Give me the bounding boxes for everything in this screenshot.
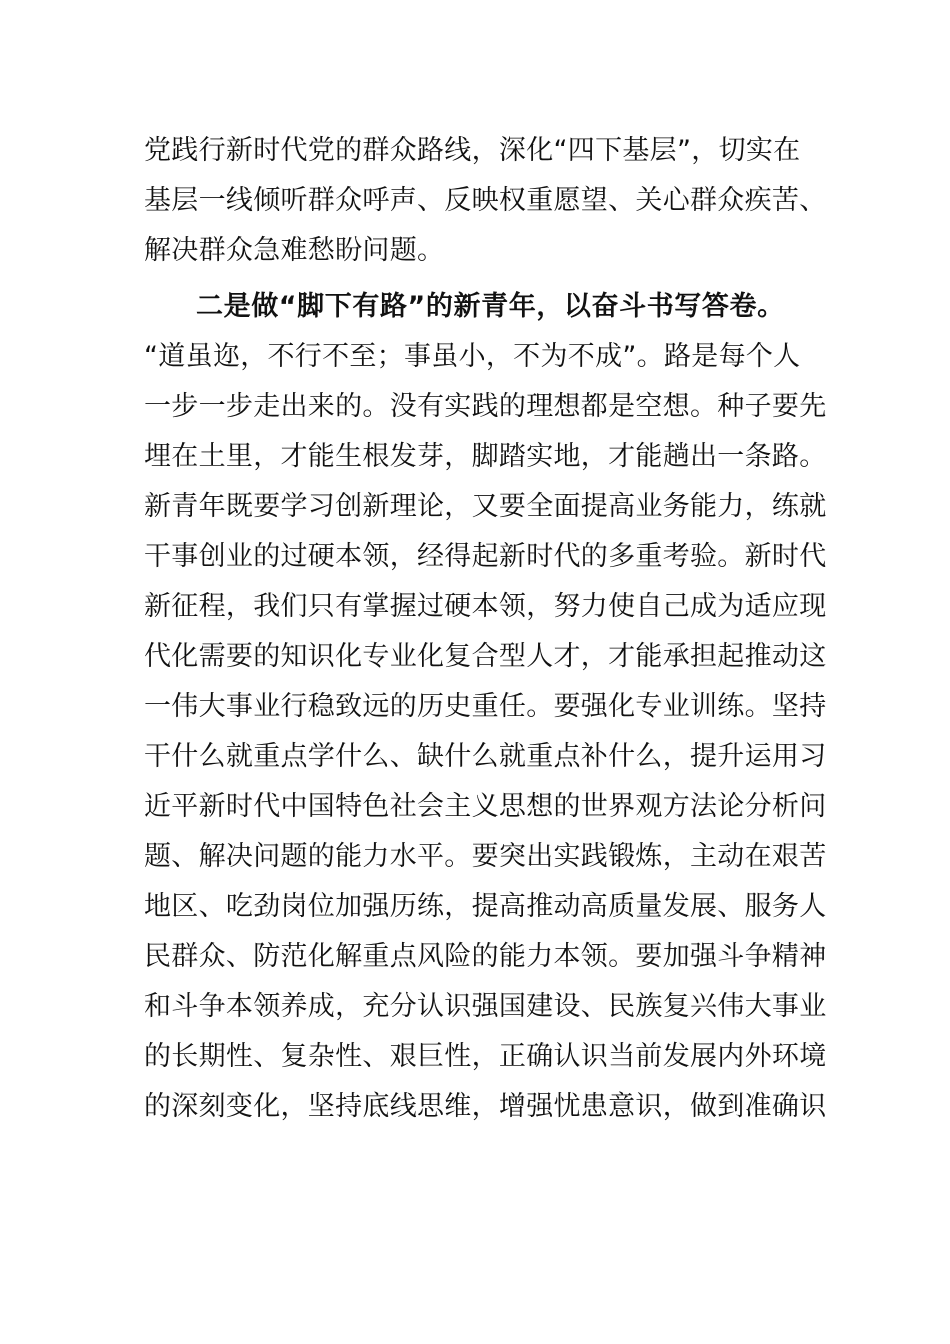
paragraph-line: 和斗争本领养成，充分认识强国建设、民族复兴伟大事业 [144,991,827,1022]
paragraph-line: 解决群众急难愁盼问题。 [144,235,445,266]
paragraph-line: 基层一线倾听群众呼声、反映权重愿望、关心群众疾苦、 [144,185,827,216]
paragraph-line: 党践行新时代党的群众路线，深化“四下基层”，切实在 [144,135,801,166]
paragraph-line: 一步一步走出来的。没有实践的理想都是空想。种子要先 [144,391,827,422]
paragraph-line: 题、解决问题的能力水平。要突出实践锻炼，主动在艰苦 [144,841,827,872]
paragraph-line: 干事创业的过硬本领，经得起新时代的多重考验。新时代 [144,541,827,572]
paragraph-line: 代化需要的知识化专业化复合型人才，才能承担起推动这 [144,641,827,672]
paragraph-line: 一伟大事业行稳致远的历史重任。要强化专业训练。坚持 [144,691,827,722]
paragraph-line: “道虽迩，不行不至；事虽小，不为不成”。路是每个人 [144,341,801,372]
paragraph-line: 埋在土里，才能生根发芽，脚踏实地，才能趟出一条路。 [144,441,827,472]
section-heading: 二是做“脚下有路”的新青年，以奋斗书写答卷。 [196,291,785,322]
paragraph-line: 新征程，我们只有掌握过硬本领，努力使自己成为适应现 [144,591,827,622]
paragraph-line: 的长期性、复杂性、艰巨性，正确认识当前发展内外环境 [144,1041,827,1072]
paragraph-line: 近平新时代中国特色社会主义思想的世界观方法论分析问 [144,791,827,822]
paragraph-line: 新青年既要学习创新理论，又要全面提高业务能力，练就 [144,491,827,522]
paragraph-line: 民群众、防范化解重点风险的能力本领。要加强斗争精神 [144,941,827,972]
paragraph-line: 干什么就重点学什么、缺什么就重点补什么，提升运用习 [144,741,827,772]
paragraph-line: 地区、吃劲岗位加强历练，提高推动高质量发展、服务人 [144,891,827,922]
paragraph-line: 的深刻变化，坚持底线思维，增强忧患意识，做到准确识 [144,1091,827,1122]
